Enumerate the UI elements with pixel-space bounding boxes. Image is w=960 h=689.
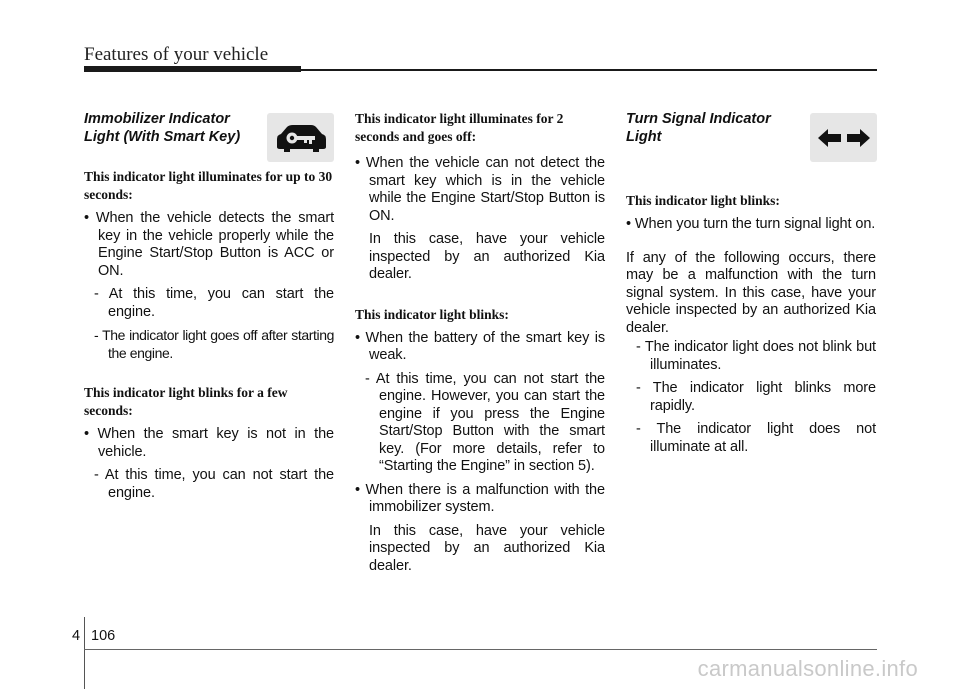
page-number: 106	[91, 628, 116, 644]
subheading-blinks: This indicator light blinks:	[355, 306, 509, 322]
subheading-blinks-few-seconds: This indicator light blinks for a few seconds:	[84, 385, 288, 418]
bullet-detects-smart-key: • When the vehicle detects the smart key in the vehicle properly while the Engine Start/Stop Button is ACC or ON.	[84, 210, 334, 279]
para-have-inspected-1: In this case, have your vehicle inspected by an authorized Kia dealer.	[369, 231, 605, 282]
sub-item-not-blink: - The indicator light does not blink but illuminates.	[636, 339, 876, 373]
sub-item-goes-off: - The indicator light goes off after starting the engine.	[94, 327, 334, 361]
bullet-cannot-detect: • When the vehicle can not detect the smart key which is in the vehicle while the Engine Start/Stop Button is ON.	[355, 155, 605, 224]
para-have-inspected-2: In this case, have your vehicle inspected by an authorized Kia dealer.	[369, 522, 605, 574]
sub-item-start-with-key: - At this time, you can not start the engine. However, you can start the engine if you press the Engine Start/Stop Button with the smart key. (For more details, refer to “Starting the Engine” in section 5).	[365, 370, 605, 474]
bullet-malfunction: • When there is a malfunction with the immobilizer system.	[355, 481, 605, 515]
page-header-title: Features of your vehicle	[84, 44, 269, 65]
section-title-immobilizer: Immobilizer Indicator Light (With Smart Key)	[84, 111, 241, 145]
chapter-number: 4	[72, 628, 81, 644]
car-key-icon	[273, 123, 329, 153]
subheading-turn-blinks: This indicator light blinks:	[626, 193, 780, 208]
footer-rule	[84, 649, 877, 650]
bullet-key-not-in-vehicle: • When the smart key is not in the vehicle.	[84, 426, 334, 460]
turn-signal-arrows-icon	[816, 128, 872, 148]
bullet-battery-weak: • When the battery of the smart key is weak.	[355, 329, 605, 363]
column-immobilizer	[84, 110, 334, 502]
header-rule-thin	[301, 69, 877, 71]
sub-item-cannot-start: - At this time, you can not start the engine.	[94, 467, 334, 501]
para-malfunction-turn: If any of the following occurs, there may be a malfunction with the turn signal system. In this case, have your vehicle inspected by an authorized Kia dealer.	[626, 249, 876, 336]
watermark: carmanualsonline.info	[697, 656, 918, 681]
section-title-turn-signal: Turn Signal Indicator Light	[626, 111, 771, 145]
sub-item-can-start: - At this time, you can start the engine.	[94, 286, 334, 320]
sub-item-not-illuminate: - The indicator light does not illuminate at all.	[636, 421, 876, 455]
column-smart-key-detection	[355, 110, 605, 575]
sub-item-blinks-rapidly: - The indicator light blinks more rapidly.	[636, 380, 876, 414]
subheading-illuminates-30s: This indicator light illuminates for up to 30 seconds:	[84, 169, 333, 202]
subheading-illuminates-2s: This indicator light illuminates for 2 seconds and goes off:	[355, 111, 564, 144]
immobilizer-indicator-icon	[267, 113, 334, 162]
bullet-turn-on: • When you turn the turn signal light on.	[626, 216, 876, 232]
turn-signal-indicator-icon	[810, 113, 877, 162]
header-rule-thick	[84, 66, 301, 72]
footer-vertical-rule	[84, 617, 85, 689]
